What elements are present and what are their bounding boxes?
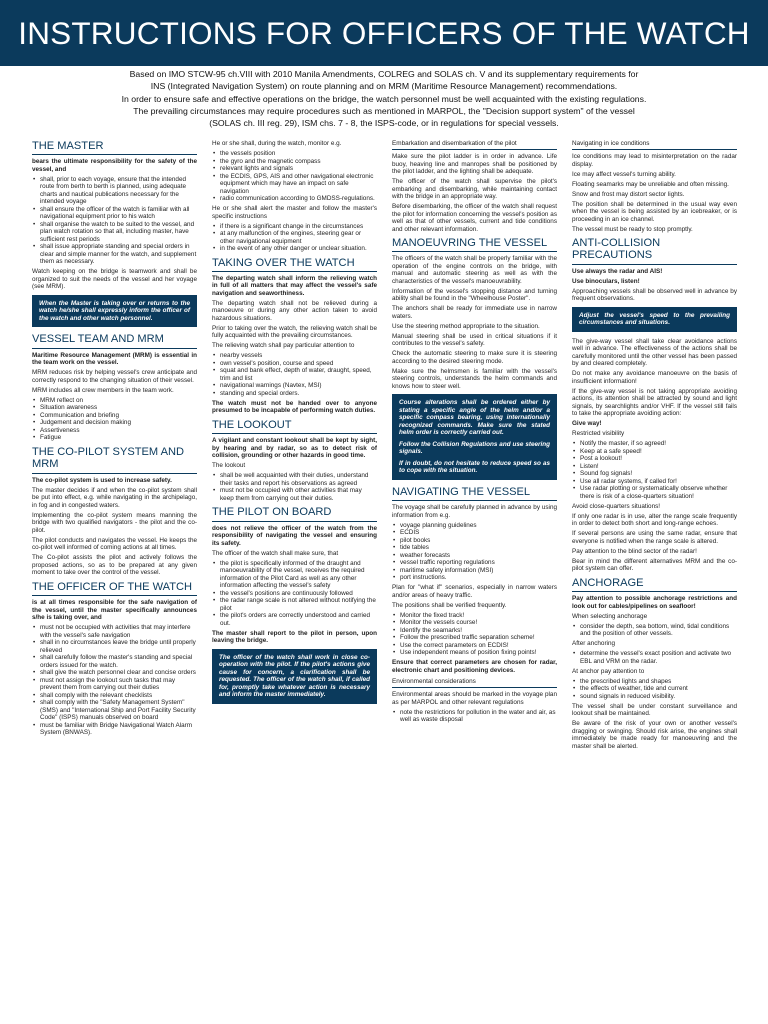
section (392, 678, 557, 724)
paragraph: The officer of the watch shall supervise the pilot's embarking and disembarking, while maintaining contact with the bridge in an appropriate way. (392, 178, 557, 200)
paragraph: Maritime Resource Management (MRM) is essential in the team work on the vessel. (32, 351, 197, 367)
bullet-item: • Use the correct parameters on ECDIS! (392, 642, 557, 650)
paragraph: Implementing the co-pilot system means manning the bridge with two qualified navigators - the pilot and the co-pilot. (32, 511, 197, 534)
section (392, 237, 557, 480)
bullet-list (32, 397, 197, 442)
paragraph: Pay attention to possible anchorage restrictions and look out for cables/pipelines on seafloor! (572, 595, 737, 610)
paragraph: Information of the vessel's stopping distance and turning ability shall be found in the "Wheelhouse Poster". (392, 287, 557, 303)
bullet-item: • Follow the prescribed traffic separation scheme! (392, 634, 557, 642)
bullet-item: • the prescribed lights and shapes (572, 678, 737, 686)
intro-text (20, 68, 748, 129)
bullet-item: • at any malfunction of the engines, steering gear or other navigational equipment (212, 230, 377, 245)
bullet-item: • must not be occupied with activities that may interfere with the vessel's safe navigation (32, 624, 197, 639)
bullet-item: • in the event of any other danger or unclear situation. (212, 245, 377, 253)
paragraph: If several persons are using the same radar, ensure that everyone is notified when the range scale is altered. (572, 530, 737, 545)
bullet-item: • must not be occupied with other activities that may keep them from carrying out their duties. (212, 487, 377, 502)
paragraph: The vessel shall be under constant surveillance and lookout shall be maintained. (572, 702, 737, 718)
paragraph: If only one radar is in use, alter the range scale frequently in order to detect both short and long-range echoes. (572, 512, 737, 528)
bullet-item: • squat and bank effect, depth of water, draught, speed, trim and list (212, 367, 377, 382)
bullet-item: • Use all radar systems, if called for! (572, 478, 737, 486)
bullet-item: • shall give the watch personnel clear and concise orders (32, 669, 197, 677)
paragraph: After anchoring (572, 640, 616, 648)
bullet-item: • shall in no circumstances leave the bridge until properly relieved (32, 639, 197, 654)
subsection-heading: Navigating in ice conditions (572, 140, 737, 150)
paragraph: Use binoculars, listen! (572, 277, 640, 285)
paragraph: Snow and frost may distort sector lights. (572, 190, 685, 198)
bullet-item: • Judgement and decision making (32, 419, 197, 427)
bullet-item: • shall issue appropriate standing and special orders in clear and simple manner for the watch, and supplement them as necessary. (32, 243, 197, 266)
bullet-item: • must not assign the lookout such tasks that may prevent them from carrying out their duties (32, 677, 197, 692)
bullet-item: • sound signals in reduced visibility. (572, 693, 737, 701)
bullet-item: • voyage planning guidelines (392, 522, 557, 530)
paragraph: Environmental areas should be marked in the voyage plan as per MARPOL and other relevant regulations (392, 691, 557, 706)
bullet-item: • Use independent means of position fixing points! (392, 649, 557, 657)
paragraph: The give-way vessel shall take clear avoidance actions well in advance. The effectiveness of the actions shall be carefully monitored until the other vessel has been passed by and cleared completely. (572, 337, 737, 368)
paragraph: The lookout (212, 462, 246, 470)
section-heading: THE LOOKOUT (212, 419, 377, 434)
bullet-list (32, 176, 197, 266)
paragraph: Use the steering method appropriate to the situation. (392, 322, 540, 330)
section-heading: TAKING OVER THE WATCH (212, 257, 377, 272)
bullet-item: • pilot books (392, 537, 557, 545)
bullet-item: • shall be well acquainted with their duties, understand their tasks and report his observations as agreed (212, 472, 377, 487)
bullet-item: • Listen! (572, 463, 737, 471)
bullet-list (212, 560, 377, 628)
column-2 (212, 140, 377, 1020)
intro-line: (SOLAS ch. III reg. 29), ISM chs. 7 - 8, the ISPS-code, or in regulations for special vessels. (209, 118, 559, 129)
bullet-item: • port instructions. (392, 574, 557, 582)
section-heading: THE CO-PILOT SYSTEM AND MRM (32, 446, 197, 474)
bullet-item: • shall, prior to each voyage, ensure that the intended route from berth to berth is planned, using adequate charts and nautical publications necessary for the intended voyage (32, 176, 197, 206)
bullet-item: • the pilot's orders are correctly understood and carried out. (212, 612, 377, 627)
bullet-list (212, 352, 377, 397)
intro-line: The prevailing circumstances may require procedures such as mentioned in MARPOL, the "Decision support system" of the vessel (133, 105, 635, 116)
paragraph: Approaching vessels shall be observed well in advance by frequent observations. (572, 287, 737, 303)
paragraph: The anchors shall be ready for immediate use in narrow waters. (392, 305, 557, 320)
section (212, 140, 377, 253)
bullet-list (392, 612, 557, 657)
paragraph: The watch must not be handed over to anyone presumed to be incapable of performing watch duties. (212, 399, 377, 415)
paragraph: Avoid close-quarters situations! (572, 502, 661, 510)
section (392, 140, 557, 233)
callout-box (392, 394, 557, 480)
bullet-item: • maritime safety information (MSI) (392, 567, 557, 575)
paragraph: Give way! (572, 420, 602, 428)
paragraph: Ensure that correct parameters are chosen for radar, electronic chart and positioning devices. (392, 659, 557, 674)
bullet-item: • the effects of weather, tide and current (572, 685, 737, 693)
callout-text: When the Master is taking over or returns to the watch he/she shall expressly inform the officer of the watch and other watch personnel. (39, 299, 190, 322)
bullet-list (392, 522, 557, 582)
paragraph: Floating seamarks may be unreliable and often missing. (572, 180, 729, 188)
column-1 (32, 140, 197, 1020)
title-banner (0, 0, 768, 66)
bullet-item: • Post a lookout! (572, 455, 737, 463)
bullet-item: • Use radar plotting or systematically observe whether there is risk of a close-quarters situation! (572, 485, 737, 500)
bullet-item: • radio communication according to GMDSS-regulations. (212, 195, 377, 203)
paragraph: The master decides if and when the co-pilot system shall be put into effect, e.g. while navigating in the archipelago, in fog and in congested waters. (32, 486, 197, 509)
paragraph: Prior to taking over the watch, the relieving watch shall be fully acquainted with the prevailing circumstances. (212, 324, 377, 340)
bullet-item: • the vessel's positions are continuously followed (212, 590, 377, 598)
callout-box (212, 649, 377, 704)
bullet-item: • Assertiveness (32, 427, 197, 435)
paragraph: The officer of the watch shall make sure, that (212, 549, 339, 557)
paragraph: bears the ultimate responsibility for the safety of the vessel, and (32, 158, 197, 173)
bullet-item: • Monitor the fixed track! (392, 612, 557, 620)
column-3 (392, 140, 557, 1020)
paragraph: Make sure the helmsmen is familiar with the vessel's steering controls, understands the helm commands and knows how to steer well. (392, 367, 557, 390)
section (32, 581, 197, 737)
paragraph: The positions shall be verified frequently. (392, 601, 507, 609)
bullet-item: • Monitor the vessels course! (392, 619, 557, 627)
bullet-list (212, 472, 377, 502)
paragraph: Pay attention to the blind sector of the radar! (572, 547, 697, 555)
bullet-item: • nearby vessels (212, 352, 377, 360)
callout-text: Course alterations shall be ordered either by stating a specific angle of the helm and/or a specific compass bearing, using internationally recognized commands. Make sure the stated helm order is correctly carried out. (399, 399, 550, 437)
paragraph: MRM includes all crew members in the team work. (32, 386, 174, 394)
section (212, 506, 377, 703)
bullet-list (572, 440, 737, 500)
bullet-list (212, 150, 377, 203)
paragraph: The vessel must be ready to stop promptly. (572, 225, 693, 233)
bullet-list (572, 650, 737, 665)
page-title: INSTRUCTIONS FOR OFFICERS OF THE WATCH (18, 14, 750, 51)
paragraph: Watch keeping on the bridge is teamwork and shall be organized to suit the needs of the vessel and her voyage (see MRM). (32, 268, 197, 291)
bullet-item: • relevant lights and signals (212, 165, 377, 173)
callout-text: Adjust the vessel's speed to the prevailing circumstances and situations. (579, 311, 730, 327)
bullet-item: • shall carefully follow the master's standing and special orders issued for the watch. (32, 654, 197, 669)
paragraph: He or she shall alert the master and follow the master's specific instructions (212, 205, 377, 220)
paragraph: Be aware of the risk of your own or another vessel's dragging or swinging. Should risk arise, the engines shall immediately be made ready for manoeuvring and the master shall be alerted. (572, 720, 737, 750)
bullet-item: • standing and special orders. (212, 390, 377, 398)
bullet-list (32, 624, 197, 737)
paragraph: The co-pilot system is used to increase safety. (32, 476, 172, 484)
paragraph: Plan for "what if" scenarios, especially in narrow waters and/or areas of heavy traffic. (392, 584, 557, 599)
bullet-item: • ECDIS (392, 529, 557, 537)
section-heading: NAVIGATING THE VESSEL (392, 486, 557, 501)
paragraph: Check the automatic steering to make sure it is steering according to the desired steering mode. (392, 350, 557, 365)
bullet-item: • the pilot is specifically informed of the draught and manoeuvrability of the vessel, receives the required information of the Pilot Card as well as any other information affecting the vessel's safety (212, 560, 377, 590)
section-heading: THE PILOT ON BOARD (212, 506, 377, 521)
bullet-item: • the gyro and the magnetic compass (212, 158, 377, 166)
section (572, 577, 737, 750)
paragraph: Restricted visibility (572, 430, 625, 438)
callout-text: The officer of the watch shall work in close co-operation with the pilot. If the pilot's actions give cause for concern, a clarification shall be requested. The officer of the watch shall, if called for, promptly take whatever action is necessary and inform the master immediately. (219, 653, 370, 699)
paragraph: If the give-way vessel is not taking appropriate avoiding actions, its attention shall be attracted by sound and light signals, by searchlights and/or VHF. If the vessel still fails to take the appropriate avoiding action: (572, 387, 737, 418)
section-heading: ANCHORAGE (572, 577, 737, 592)
bullet-item: • vessel traffic reporting regulations (392, 559, 557, 567)
intro-line: Based on IMO STCW-95 ch.VIII with 2010 Manila Amendments, COLREG and SOLAS ch. V and its supplementary requirements for (129, 69, 639, 79)
bullet-item: • tide tables (392, 544, 557, 552)
paragraph: The officers of the watch shall be properly familiar with the operation of the engine controls on the bridge, with manual and automatic steering as well as with the characteristics of the vessel's manoeuvrability. (392, 255, 557, 285)
column-4 (572, 140, 737, 1020)
paragraph: Before disembarking, the officer of the watch shall request the pilot for information concerning the vessel's position as well as that of other vessels, current and tide conditions and other relevant information. (392, 203, 557, 233)
intro-line: In order to ensure safe and effective operations on the bridge, the watch personnel must be well acquainted with the existing regulations. (121, 93, 647, 104)
section (572, 237, 737, 573)
bullet-item: • shall comply with the relevant checklists (32, 692, 197, 700)
paragraph: The pilot conducts and navigates the vessel. He keeps the co-pilot well informed of coming actions at all times. (32, 536, 197, 552)
bullet-item: • determine the vessel's exact position and activate two EBL and VRM on the radar. (572, 650, 737, 665)
paragraph: A vigilant and constant lookout shall be kept by sight, by hearing and by radar, so as to detect risk of collision, grounding or other hazards in good time. (212, 437, 377, 460)
bullet-item: • note the restrictions for pollution in the water and air, as well as waste disposal (392, 709, 557, 724)
paragraph: Make sure the pilot ladder is in order in advance. Life buoy, heaving line and manropes shall be positioned by the pilot ladder, and the lighting shall be adequate. (392, 153, 557, 175)
bullet-item: • MRM reflect on (32, 397, 197, 405)
bullet-item: • the radar range scale is not altered without notifying the pilot (212, 597, 377, 612)
bullet-item: • shall organise the watch to be suited to the vessel, and plan watch rotation so that all, including master, have sufficient rest periods (32, 221, 197, 244)
subsection-heading: Environmental considerations (392, 678, 557, 688)
callout-text: Follow the Collision Regulations and use steering signals. (399, 440, 550, 456)
section (212, 419, 377, 502)
subsection-heading: Embarkation and disembarkation of the pilot (392, 140, 557, 150)
paragraph: At anchor pay attention to (572, 667, 645, 675)
paragraph: The voyage shall be carefully planned in advance by using information from e.g. (392, 504, 557, 519)
paragraph: Bear in mind the different alternatives MRM and the co-pilot system can offer. (572, 557, 737, 573)
section (32, 140, 197, 327)
bullet-list (572, 623, 737, 638)
paragraph: Use always the radar and AIS! (572, 267, 663, 275)
callout-text: If in doubt, do not hesitate to reduce speed so as to cope with the situation. (399, 459, 550, 475)
paragraph: Do not make any avoidance manoeuvre on the basis of insufficient information! (572, 370, 737, 385)
section-heading: MANOEUVRING THE VESSEL (392, 237, 557, 252)
bullet-list (572, 678, 737, 701)
bullet-item: • must be familiar with Bridge Navigational Watch Alarm System (BNWAS). (32, 722, 197, 737)
paragraph: Manual steering shall be used in critical situations if it contributes to the vessel's safety. (392, 332, 557, 348)
section-heading: THE MASTER (32, 140, 197, 155)
bullet-item: • own vessel's position, course and speed (212, 360, 377, 368)
paragraph: MRM reduces risk by helping vessel's crew anticipate and correctly respond to the changing situation of their vessel. (32, 369, 197, 384)
section (572, 140, 737, 233)
bullet-item: • the vessels position (212, 150, 377, 158)
section-heading: ANTI-COLLISION PRECAUTIONS (572, 237, 737, 265)
paragraph: He or she shall, during the watch, monitor e.g. (212, 140, 342, 147)
paragraph: When selecting anchorage (572, 612, 648, 620)
bullet-item: • Fatigue (32, 434, 197, 442)
bullet-item: • shall ensure the officer of the watch is familiar with all navigational equipment prior to his watch (32, 206, 197, 221)
bullet-item: • Keep at a safe speed! (572, 448, 737, 456)
callout-box (32, 295, 197, 328)
section (392, 486, 557, 674)
paragraph: The Co-pilot assists the pilot and actively follows the proposed actions, so as to be prepared at any given moment to take over the control of the vessel. (32, 554, 197, 577)
paragraph: The departing watch shall not be relieved during a manoeuvre or during any other action taken to avoid hazardous situations. (212, 299, 377, 322)
bullet-item: • Sound fog signals! (572, 470, 737, 478)
section-heading: THE OFFICER OF THE WATCH (32, 581, 197, 596)
intro-line: INS (Integrated Navigation System) on route planning and on MRM (Maritime Resource Management) recommendations. (150, 81, 618, 92)
paragraph: is at all times responsible for the safe navigation of the vessel, until the master specifically announces s/he is taking over, and (32, 599, 197, 622)
section (212, 257, 377, 415)
bullet-list (392, 709, 557, 724)
bullet-item: • Notify the master, if so agreed! (572, 440, 737, 448)
bullet-item: • navigational warnings (Navtex, MSI) (212, 382, 377, 390)
bullet-list (212, 223, 377, 253)
callout-box (572, 307, 737, 332)
bullet-item: • shall comply with the "Safety Management System" (SMS) and "International Ship and Port Facility Security Code" (ISPS) manuals observed on board (32, 699, 197, 722)
bullet-item: • weather forecasts (392, 552, 557, 560)
bullet-item: • if there is a significant change in the circumstances (212, 223, 377, 231)
paragraph: The position shall be determined in the usual way even when the vessel is being assisted by an icebreaker, or is proceeding in an ice channel. (572, 200, 737, 223)
bullet-item: • the ECDIS, GPS, AIS and other navigational electronic equipment which may have an impact on safe navigation (212, 173, 377, 196)
paragraph: does not relieve the officer of the watch from the responsibility of navigating the vessel and ensuring its safety. (212, 524, 377, 547)
paragraph: Ice conditions may lead to misinterpretation on the radar display. (572, 153, 737, 168)
section-heading: VESSEL TEAM AND MRM (32, 333, 197, 348)
paragraph: Ice may affect vessel's turning ability. (572, 170, 676, 178)
bullet-item: • consider the depth, sea bottom, wind, tidal conditions and the position of other vessels. (572, 623, 737, 638)
paragraph: The master shall report to the pilot in person, upon leaving the bridge. (212, 629, 377, 645)
section (32, 333, 197, 441)
bullet-item: • Identify the seamarks! (392, 627, 557, 635)
bullet-item: • Communication and briefing (32, 412, 197, 420)
bullet-item: • Situation awareness (32, 404, 197, 412)
section (32, 446, 197, 577)
paragraph: The relieving watch shall pay particular attention to (212, 342, 355, 350)
paragraph: The departing watch shall inform the relieving watch in full of all matters that may affect the vessel's safe navigation and seaworthiness. (212, 274, 377, 297)
